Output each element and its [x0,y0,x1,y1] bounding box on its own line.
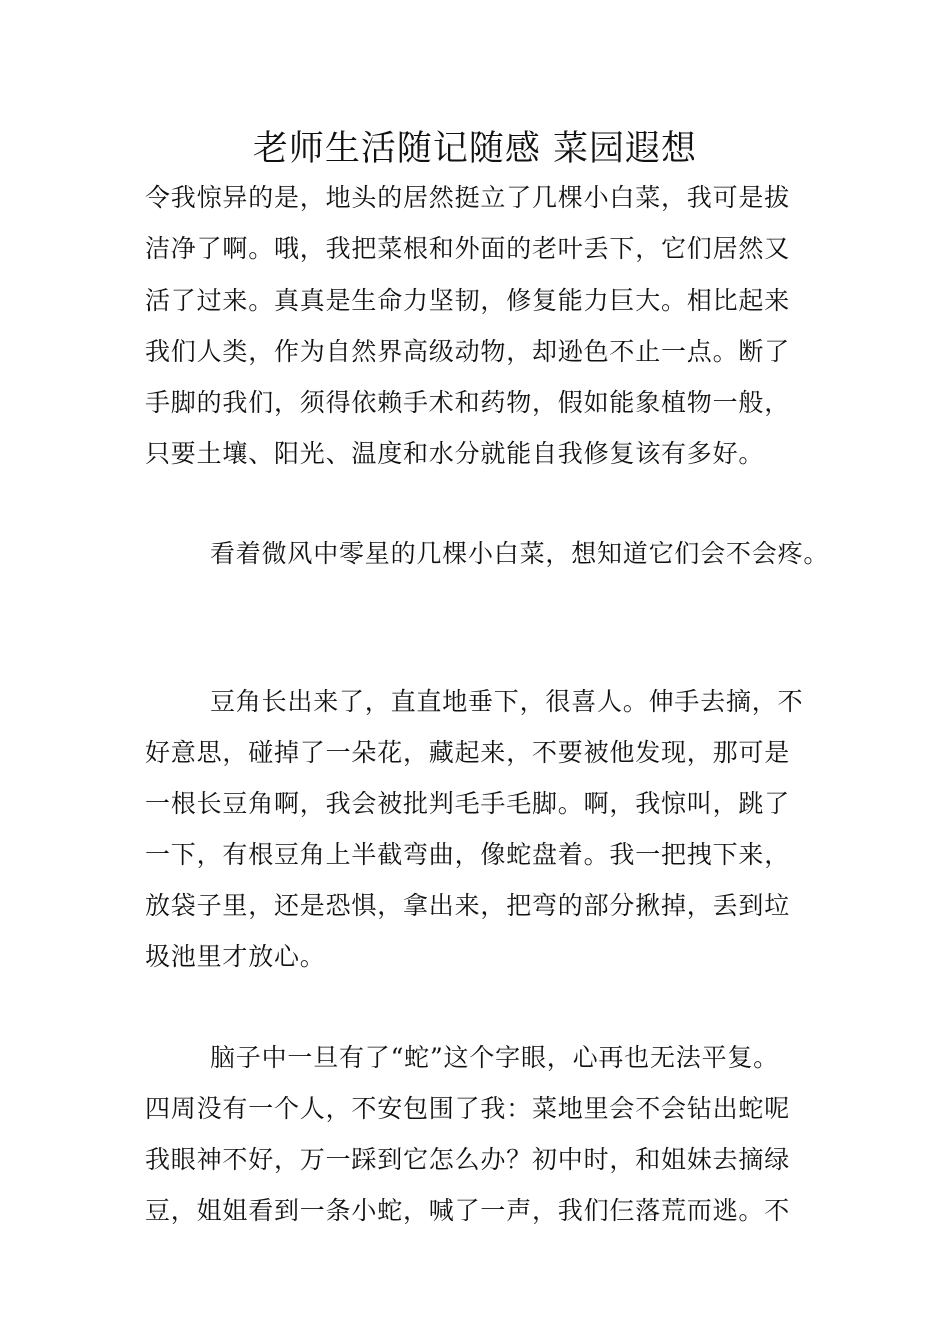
paragraph-line: 好意思，碰掉了一朵花，藏起来，不要被他发现，那可是 [145,738,791,767]
paragraph-line: 一下，有根豆角上半截弯曲，像蛇盘着。我一把拽下来， [145,840,791,869]
paragraph-line: 豆角长出来了，直直地垂下，很喜人。伸手去摘，不 [210,687,804,716]
paragraph-line: 圾池里才放心。 [145,942,326,971]
paragraph-line: 一根长豆角啊，我会被批判毛手毛脚。啊，我惊叫，跳了 [145,789,791,818]
paragraph-line: 活了过来。真真是生命力坚韧，修复能力巨大。相比起来 [145,286,791,315]
paragraph-line: 四周没有一个人，不安包围了我：菜地里会不会钻出蛇呢 [145,1094,791,1123]
paragraph-line: 脑子中一旦有了“蛇”这个字眼，心再也无法平复。 [210,1043,779,1072]
paragraph-line: 我眼神不好，万一踩到它怎么办？初中时，和姐妹去摘绿 [145,1145,791,1174]
paragraph-line: 豆，姐姐看到一条小蛇，喊了一声，我们仨落荒而逃。不 [145,1196,791,1225]
paragraph-line: 洁净了啊。哦，我把菜根和外面的老叶丢下，它们居然又 [145,234,791,263]
paragraph-line: 看着微风中零星的几棵小白菜，想知道它们会不会疼。 [210,539,830,568]
paragraph-line: 放袋子里，还是恐惧，拿出来，把弯的部分揪掉，丢到垃 [145,891,791,920]
paragraph-line: 令我惊异的是，地头的居然挺立了几棵小白菜，我可是拔 [145,183,791,212]
paragraph-line: 我们人类，作为自然界高级动物，却逊色不止一点。断了 [145,337,791,366]
page-title: 老师生活随记随感 菜园遐想 [252,129,698,169]
paragraph-line: 手脚的我们，须得依赖手术和药物，假如能象植物一般， [145,388,791,417]
paragraph-line: 只要土壤、阳光、温度和水分就能自我修复该有多好。 [145,439,765,468]
